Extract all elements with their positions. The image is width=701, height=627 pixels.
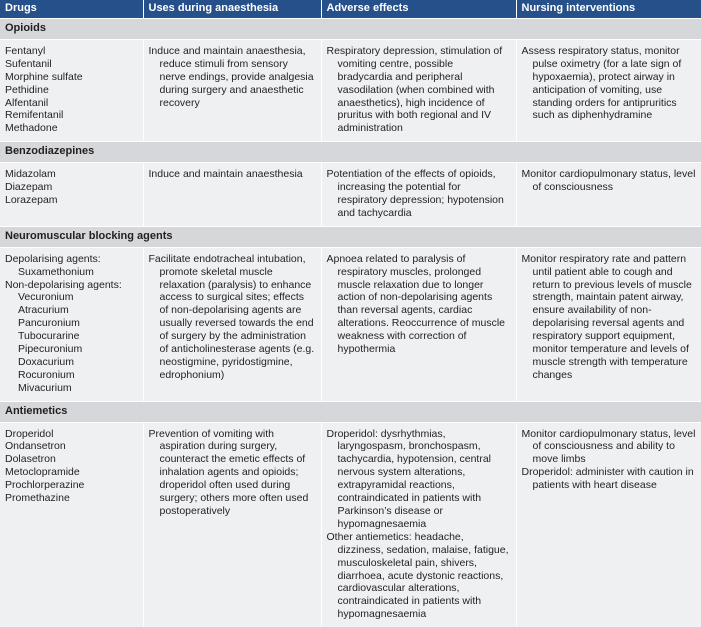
- drug-group-label: Non-depolarising agents:: [5, 278, 122, 291]
- drug-name: Pipecuronium: [18, 343, 83, 356]
- section-title: Benzodiazepines: [0, 142, 701, 163]
- nursing-cell: [516, 247, 701, 401]
- uses-cell: [143, 247, 321, 401]
- drug-name: Remifentanil: [5, 109, 64, 122]
- uses-text: Induce and maintain anaesthesia, reduce stimuli from sensory nerve endings, provide analgesia during surgery and anaesthetic recovery: [148, 44, 314, 109]
- section-row-opioids: [0, 19, 701, 40]
- header-adverse-effects: Adverse effects: [321, 0, 516, 19]
- uses-text: Facilitate endotracheal intubation, promote skeletal muscle relaxation (paralysis) to enhance access to surgical sites; effects of non-depolarising agents are usually reversed towards the end of surgery by the administration of anticholinesterase agents (e.g. neostigmine, pyridostigmine, edrophonium): [148, 252, 315, 381]
- section-title: Neuromuscular blocking agents: [0, 226, 701, 247]
- drug-name: Rocuronium: [18, 368, 75, 381]
- nursing-text-droperidol: Droperidol: administer with caution in patients with heart disease: [521, 466, 694, 492]
- uses-text: Prevention of vomiting with aspiration during surgery, counteract the emetic effects of inhalation agents and opioids; droperidol often used during surgery; others more often used postoperatively: [148, 427, 309, 517]
- nursing-text: Monitor cardiopulmonary status, level of consciousness: [521, 168, 696, 194]
- drug-name: Doxacurium: [18, 355, 75, 368]
- drug-name: Prochlorperazine: [5, 479, 85, 492]
- table-row: [0, 39, 701, 141]
- nursing-text: Assess respiratory status, monitor pulse oximetry (for a late sign of hypoxaemia), protect airway in anticipation of vomiting, use standing orders for antipruritics such as diphenhydramine: [521, 44, 682, 122]
- uses-cell: [143, 163, 321, 227]
- uses-cell: [143, 422, 321, 627]
- drug-name: Atracurium: [18, 304, 69, 317]
- drugs-cell: [0, 422, 143, 627]
- drug-name: Fentanyl: [5, 44, 46, 57]
- drug-name: Ondansetron: [5, 440, 66, 453]
- nursing-cell: [516, 39, 701, 141]
- adverse-cell: [321, 247, 516, 401]
- drug-name: Pancuronium: [18, 317, 80, 330]
- drug-name: Suxamethonium: [18, 265, 94, 278]
- header-uses: Uses during anaesthesia: [143, 0, 321, 19]
- drug-name: Tubocurarine: [18, 330, 80, 343]
- adverse-cell: [321, 39, 516, 141]
- section-title: Antiemetics: [0, 401, 701, 422]
- nursing-text: Monitor respiratory rate and pattern until patient able to cough and return to previous levels of muscle strength, maintain patent airway, ensure availability of non-depolarising reversal agents and respiratory support equipment, monitor temperature and levels of muscle strength with temperature changes: [521, 252, 692, 381]
- drug-name: Midazolam: [5, 168, 56, 181]
- drug-name: Pethidine: [5, 83, 49, 96]
- adverse-cell: [321, 422, 516, 627]
- adverse-cell: [321, 163, 516, 227]
- section-row-antiemetics: [0, 401, 701, 422]
- drug-name: Vecuronium: [18, 291, 74, 304]
- drug-name: Alfentanil: [5, 96, 49, 109]
- adverse-text: Respiratory depression, stimulation of vomiting centre, possible bradycardia and peripheral vasodilation (when combined with anaesthetics), high incidence of pruritus with both regional and IV administration: [326, 44, 503, 135]
- drug-group-label: Depolarising agents:: [5, 252, 101, 265]
- nursing-cell: [516, 163, 701, 227]
- nursing-cell: [516, 422, 701, 627]
- nursing-text-general: Monitor cardiopulmonary status, level of consciousness and ability to move limbs: [521, 427, 696, 466]
- adverse-text: Potentiation of the effects of opioids, increasing the potential for respiratory depression; hypotension and tachycardia: [326, 168, 504, 219]
- uses-cell: [143, 39, 321, 141]
- drugs-cell: [0, 39, 143, 141]
- drug-name: Metoclopramide: [5, 466, 80, 479]
- section-title: Opioids: [0, 19, 701, 40]
- drug-name: Diazepam: [5, 181, 53, 194]
- section-row-benzodiazepines: [0, 142, 701, 163]
- uses-text: Induce and maintain anaesthesia: [148, 168, 303, 181]
- table-row: [0, 422, 701, 627]
- drug-name: Methadone: [5, 122, 58, 135]
- drug-name: Morphine sulfate: [5, 70, 83, 83]
- drug-name: Lorazepam: [5, 193, 58, 206]
- header-row: [0, 0, 701, 19]
- adverse-text-droperidol: Droperidol: dysrhythmias, laryngospasm, bronchospasm, tachycardia, hypotension, central nervous system alterations, extrapyramidal reactions, contraindicated in patients with Parkinson’s disease or hypomagnesaemia: [326, 427, 492, 530]
- header-nursing-interventions: Nursing interventions: [516, 0, 701, 19]
- table-row: [0, 163, 701, 227]
- drugs-cell: [0, 163, 143, 227]
- drug-name: Droperidol: [5, 427, 54, 440]
- drug-name: Promethazine: [5, 492, 70, 505]
- adverse-text: Apnoea related to paralysis of respiratory muscles, prolonged muscle relaxation due to longer action of non-depolarising agents than reversal agents, cardiac alterations. Reoccurrence of muscle weakness with correction of hypothermia: [326, 252, 505, 356]
- drugs-cell: [0, 247, 143, 401]
- drug-name: Mivacurium: [18, 381, 72, 394]
- header-drugs: Drugs: [0, 0, 143, 19]
- table-row: [0, 247, 701, 401]
- drug-name: Sufentanil: [5, 57, 52, 70]
- section-row-neuromuscular-blocking-agents: [0, 226, 701, 247]
- drug-name: Dolasetron: [5, 453, 56, 466]
- adverse-text-other: Other antiemetics: headache, dizziness, sedation, malaise, fatigue, musculoskeletal pain, shivers, diarrhoea, acute dystonic reactions, cardiovascular alterations, contraindicated in patients with hypomagnesaemia: [326, 530, 509, 621]
